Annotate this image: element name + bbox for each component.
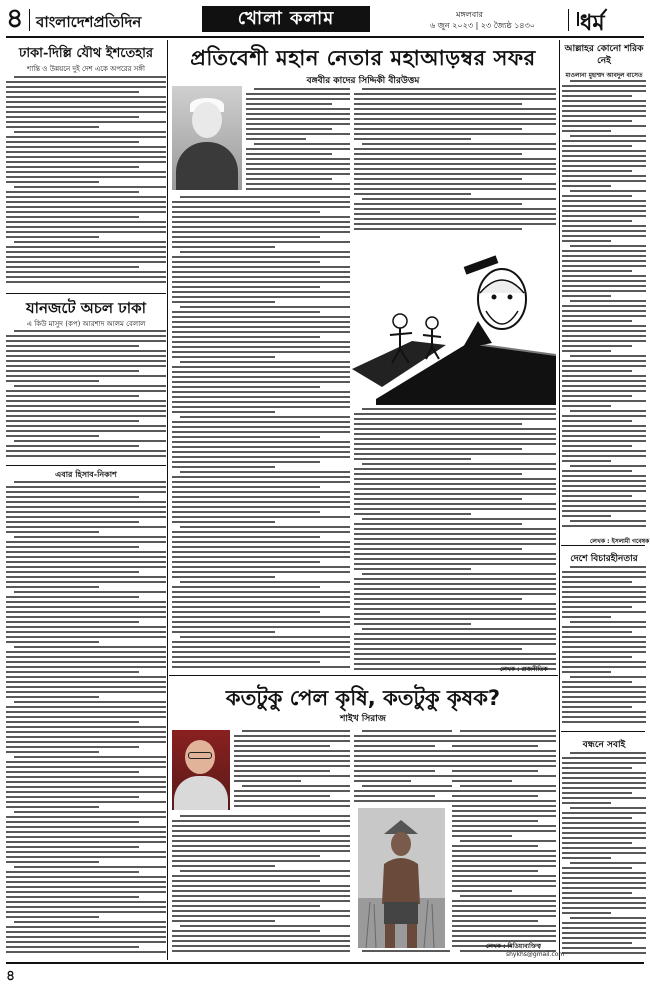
left-story2-headline: যানজটে অচল ঢাকা xyxy=(26,299,146,317)
left-story1-headline: ঢাকা-দিল্লি যৌথ ইশতেহার xyxy=(18,46,154,61)
lead-body-col2 xyxy=(354,408,556,673)
agri-farmer-photo xyxy=(358,808,445,948)
column-rule xyxy=(167,40,168,960)
lead-headline: প্রতিবেশী মহান নেতার মহাআড়ম্বর সফর xyxy=(190,46,536,70)
left-story2-byline: এ কিউ মাসুদ (কপ) আরশাদ আলম বেলাল xyxy=(26,320,146,328)
footer-page-number: ৪ xyxy=(6,968,16,984)
masthead-divider xyxy=(568,9,569,31)
column-rule xyxy=(559,40,560,960)
agri-body-col2-top xyxy=(354,730,452,805)
left-story3-headline: এবার হিসাব-নিকাশ xyxy=(55,470,117,479)
masthead xyxy=(6,4,644,38)
story-divider xyxy=(6,465,166,466)
agri-body-col1 xyxy=(172,815,350,958)
agri-byline: শাইখ সিরাজ xyxy=(340,714,386,724)
right-story1-byline: মাওলানা মুহাম্মদ আবদুল বাসেত xyxy=(565,72,643,79)
page-footer xyxy=(6,962,644,984)
section-name: খোলা কলাম xyxy=(202,6,370,32)
right-story1-body xyxy=(562,80,646,532)
paper-name: বাংলাদেশপ্রতিদিন xyxy=(36,13,142,31)
story-divider xyxy=(6,293,166,294)
lead-byline: বঙ্গবীর কাদের সিদ্দিকী বীরউত্তম xyxy=(306,76,420,86)
left-story1-body xyxy=(6,76,166,290)
page-number: ৪ xyxy=(6,3,24,34)
lead-body-col1 xyxy=(172,196,350,672)
left-story1-subhead: শান্তি ও উন্নয়নে দুই দেশ একে অপরের সঙ্গী xyxy=(27,65,145,73)
left-story3-body xyxy=(6,481,166,957)
agri-body-col3 xyxy=(452,730,556,958)
lead-body-col1-top xyxy=(246,88,350,193)
agri-signoff: লেখক : মিডিয়াব্যক্তিত্ব xyxy=(486,943,541,950)
right-story1-signoff: লেখক : ইসলামী গবেষক xyxy=(590,538,650,545)
masthead-divider xyxy=(29,9,30,31)
agri-email: shykhs@gmail.com xyxy=(506,951,565,958)
issue-day: মঙ্গলবার xyxy=(456,10,483,19)
right-story3-body xyxy=(562,752,646,958)
lead-signoff: লেখক : রাজনীতিক xyxy=(500,666,548,673)
right-section-name: ধর্ম xyxy=(580,11,605,36)
story-divider xyxy=(169,675,558,676)
right-story3-headline: বন্ধনে সবাই xyxy=(582,740,626,750)
lead-cartoon xyxy=(352,237,556,405)
lead-author-photo xyxy=(172,86,242,190)
lead-body-col2-top xyxy=(354,88,556,234)
issue-date: ৬ জুন ২০২৩ | ২৩ জ্যৈষ্ঠ ১৪৩০ xyxy=(430,21,536,30)
right-story1-headline: আল্লাহর কোনো শরিক নেই xyxy=(564,44,644,66)
left-story2-body xyxy=(6,330,166,462)
right-story2-body xyxy=(562,566,646,726)
agri-headline: কতটুকু পেল কৃষি, কতটুকু কৃষক? xyxy=(225,686,501,710)
agri-author-photo xyxy=(172,730,230,810)
agri-body-col1-top xyxy=(234,730,350,812)
story-divider xyxy=(561,731,645,732)
right-story2-headline: দেশে বিচারহীনতার xyxy=(570,554,638,564)
agri-caption-line xyxy=(354,950,450,958)
